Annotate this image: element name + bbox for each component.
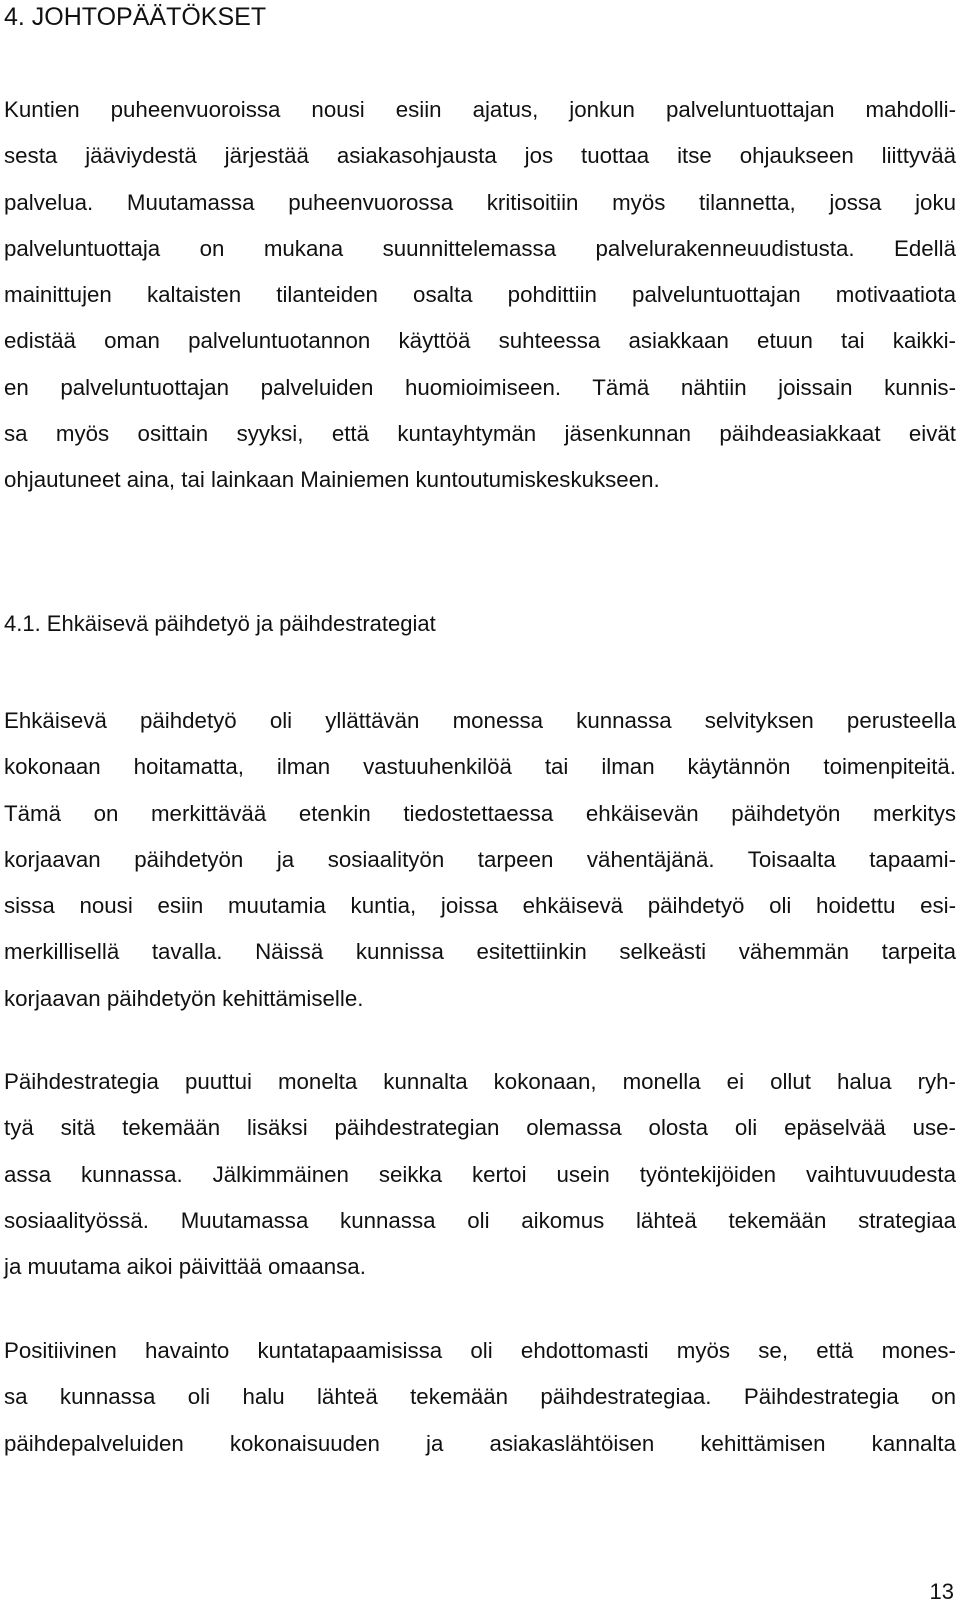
paragraph-4 (4, 1328, 956, 1467)
text-line: sa kunnassa oli halu lähteä tekemään päihdestrategiaa. Päihdestrategia on (4, 1384, 956, 1410)
paragraph-2 (4, 698, 956, 1022)
paragraph-1 (4, 87, 956, 504)
text-line: assa kunnassa. Jälkimmäinen seikka kertoi usein työntekijöiden vaihtuvuudesta (4, 1161, 956, 1187)
text-line: ja muutama aikoi päivittää omaansa. (4, 1254, 366, 1280)
text-line: kokonaan hoitamatta, ilman vastuuhenkilöä tai ilman käytännön toimenpiteitä. (4, 754, 956, 780)
text-line: korjaavan päihdetyön kehittämiselle. (4, 985, 364, 1011)
text-line: päihdepalveluiden kokonaisuuden ja asiakaslähtöisen kehittämisen kannalta (4, 1430, 956, 1456)
text-line: Päihdestrategia puuttui monelta kunnalta kokonaan, monella ei ollut halua ryh- (4, 1069, 956, 1094)
section-heading: 4. JOHTOPÄÄTÖKSET (4, 3, 267, 31)
text-line: sosiaalityössä. Muutamassa kunnassa oli aikomus lähteä tekemään strategiaa (4, 1207, 956, 1233)
text-line: Ehkäisevä päihdetyö oli yllättävän monessa kunnassa selvityksen perusteella (4, 708, 956, 733)
text-line: merkillisellä tavalla. Näissä kunnissa esitettiinkin selkeästi vähemmän tarpeita (4, 939, 956, 965)
text-line: en palveluntuottajan palveluiden huomioimiseen. Tämä nähtiin joissain kunnis- (4, 374, 956, 400)
paragraph-3 (4, 1059, 956, 1290)
text-line: palvelua. Muutamassa puheenvuorossa kritisoitiin myös tilannetta, jossa joku (4, 189, 956, 215)
subsection-heading: 4.1. Ehkäisevä päihdetyö ja päihdestrategiat (4, 611, 436, 636)
text-line: mainittujen kaltaisten tilanteiden osalta pohdittiin palveluntuottajan motivaatiota (4, 282, 956, 308)
text-line: korjaavan päihdetyön ja sosiaalityön tarpeen vähentäjänä. Toisaalta tapaami- (4, 846, 956, 872)
page-number: 13 (929, 1579, 954, 1604)
text-line: sesta jääviydestä järjestää asiakasohjausta jos tuottaa itse ohjaukseen liittyvää (4, 143, 956, 169)
text-line: Tämä on merkittävää etenkin tiedostettaessa ehkäisevän päihdetyön merkitys (4, 800, 956, 826)
text-line: Kuntien puheenvuoroissa nousi esiin ajatus, jonkun palveluntuottajan mahdolli- (4, 97, 956, 122)
text-line: tyä sitä tekemään lisäksi päihdestrategian olemassa olosta oli epäselvää use- (4, 1115, 956, 1141)
text-line: sa myös osittain syyksi, että kuntayhtymän jäsenkunnan päihdeasiakkaat eivät (4, 421, 956, 447)
text-line: Positiivinen havainto kuntatapaamisissa oli ehdottomasti myös se, että mones- (4, 1338, 956, 1363)
text-line: edistää oman palveluntuotannon käyttöä suhteessa asiakkaan etuun tai kaikki- (4, 328, 956, 354)
text-line: palveluntuottaja on mukana suunnittelemassa palvelurakenneuudistusta. Edellä (4, 235, 956, 261)
text-line: ohjautuneet aina, tai lainkaan Mainiemen kuntoutumiskeskukseen. (4, 467, 660, 493)
text-line: sissa nousi esiin muutamia kuntia, joissa ehkäisevä päihdetyö oli hoidettu esi- (4, 893, 956, 919)
